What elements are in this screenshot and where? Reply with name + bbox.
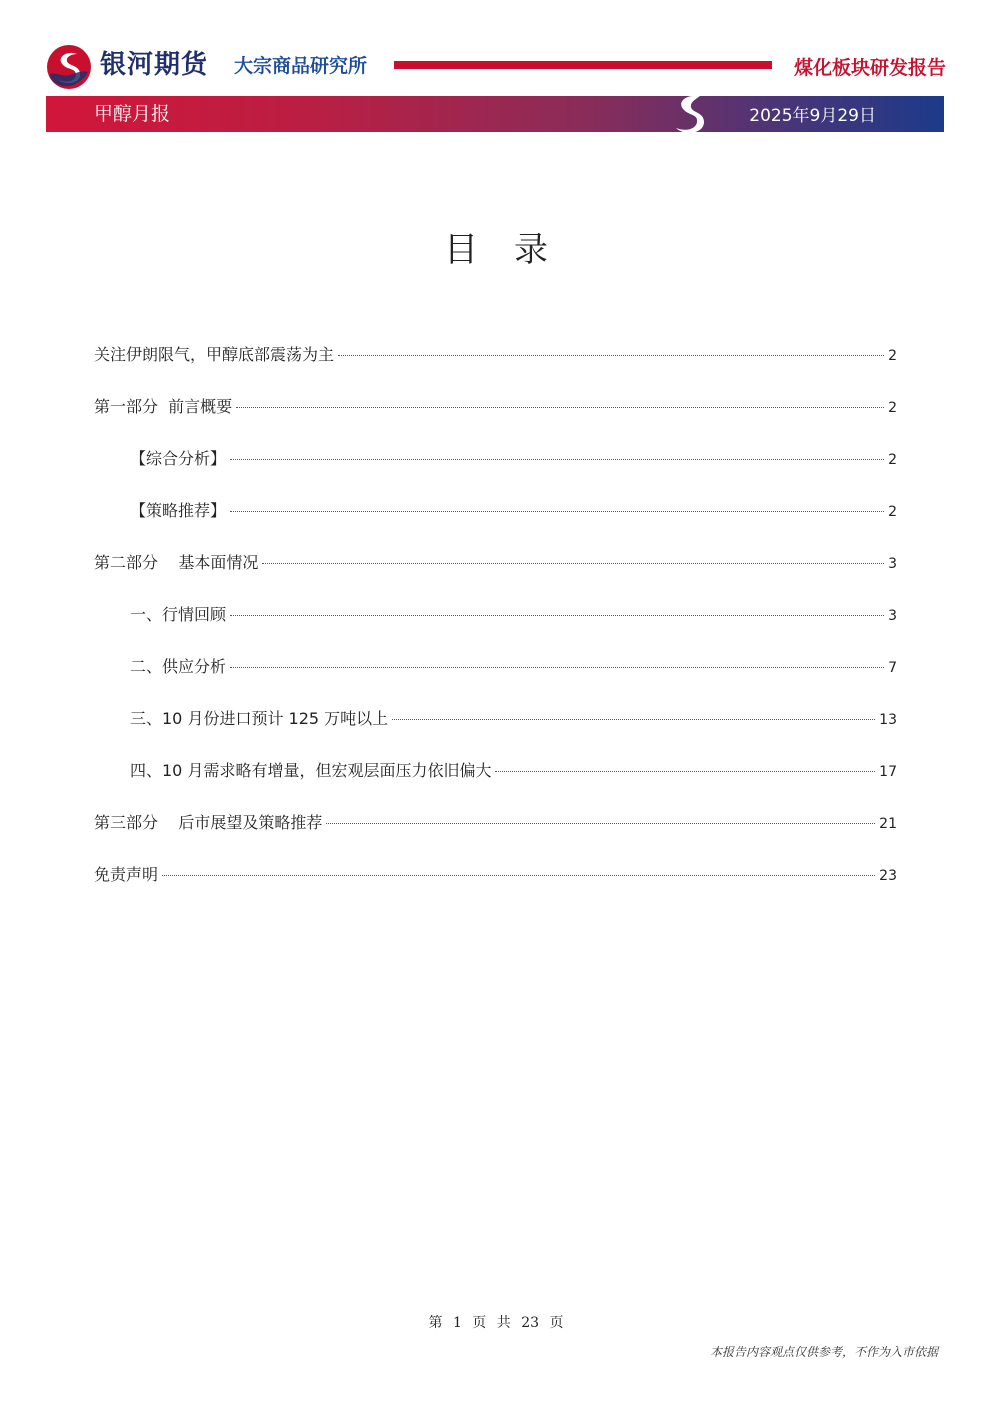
toc-item[interactable] [94,699,897,751]
toc-item[interactable] [94,595,897,647]
toc-item-text: 关注伊朗限气，甲醇底部震荡为主 [94,345,335,364]
toc-leader-dots [230,511,884,512]
toc-item-page: 21 [879,816,897,832]
toc-leader-dots [236,407,884,408]
toc-item-text: 三、10 月份进口预计 125 万吨以上 [130,709,389,728]
toc-leader-dots [495,771,875,772]
toc-item[interactable] [94,751,897,803]
toc-item-text: 四、10 月需求略有增量，但宏观层面压力依旧偏大 [130,761,492,780]
toc-item-text: 【策略推荐】 [130,501,227,520]
toc-item-page: 17 [879,764,897,780]
toc-item-text: 第三部分 后市展望及策略推荐 [94,813,323,832]
toc-heading: 目录 [444,230,584,270]
brand-name: 银河期货 [100,50,209,80]
toc-item-text: 一、行情回顾 [130,605,227,624]
toc-item-page: 2 [888,400,897,416]
galaxy-s-logo-icon [46,44,92,90]
report-date: 2025年9月29日 [749,106,876,126]
toc-item-page: 13 [879,712,897,728]
toc-item[interactable] [94,387,897,439]
toc-item-page: 2 [888,348,897,364]
toc-leader-dots [230,667,884,668]
toc-item-text: 第一部分 前言概要 [94,397,233,416]
page-indicator: 第 1 页 共 23 页 [428,1315,564,1331]
toc-item-text: 【综合分析】 [130,449,227,468]
section-title: 甲醇月报 [94,103,171,125]
toc-item[interactable] [94,647,897,699]
swoosh-icon [670,92,710,136]
footer-disclaimer: 本报告内容观点仅供参考，不作为入市依据 [709,1345,938,1359]
report-header [0,0,992,140]
toc-item-text: 第二部分 基本面情况 [94,553,259,572]
toc-leader-dots [162,875,875,876]
toc-item-page: 3 [888,608,897,624]
toc-list [94,335,897,907]
toc-item-page: 2 [888,504,897,520]
toc-item-page: 3 [888,556,897,572]
toc-leader-dots [230,615,884,616]
institute-name: 大宗商品研究所 [234,55,368,77]
toc-item[interactable] [94,491,897,543]
toc-item-page: 2 [888,452,897,468]
toc-item[interactable] [94,335,897,387]
toc-leader-dots [338,355,884,356]
title-band [46,96,944,132]
toc-leader-dots [326,823,875,824]
toc-leader-dots [392,719,875,720]
toc-item-text: 免责声明 [94,865,159,884]
toc-item[interactable] [94,803,897,855]
toc-leader-dots [230,459,884,460]
toc-item-page: 7 [888,660,897,676]
report-type: 煤化板块研发报告 [793,57,946,79]
toc-item[interactable] [94,439,897,491]
toc-item-page: 23 [879,868,897,884]
toc-item[interactable] [94,855,897,907]
header-divider [394,61,772,69]
toc-item[interactable] [94,543,897,595]
toc-leader-dots [262,563,884,564]
toc-item-text: 二、供应分析 [130,657,227,676]
